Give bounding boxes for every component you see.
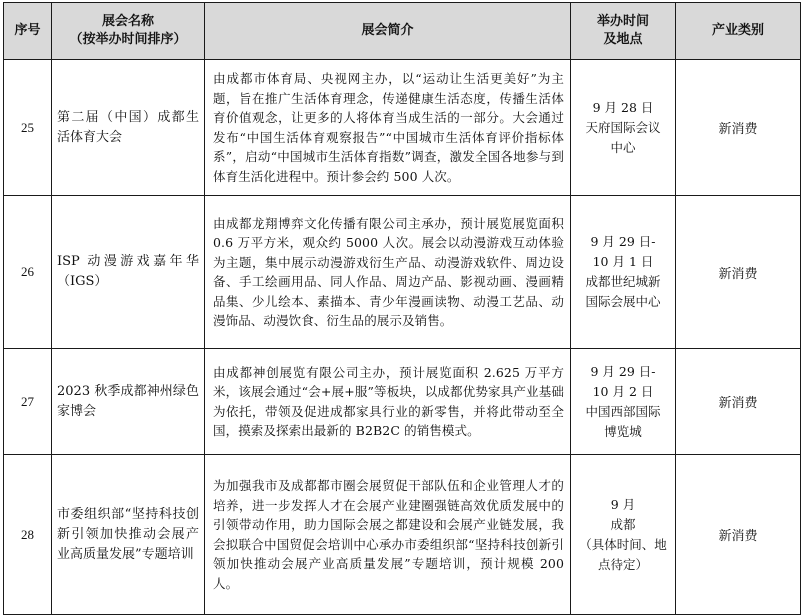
header-time-line1: 举办时间 <box>596 14 649 29</box>
table-row <box>4 60 801 196</box>
row-time-line: 天府国际会议 <box>585 119 661 135</box>
exhibition-table <box>3 2 801 615</box>
row-time-line: 9 月 29 日- <box>590 363 656 379</box>
header-time-line2: 及地点 <box>603 32 643 47</box>
row-category: 新消费 <box>676 60 801 196</box>
row-time-line: 中国西部国际 <box>585 403 661 419</box>
table-row <box>4 349 801 455</box>
row-time <box>571 349 676 455</box>
row-desc: 为加强我市及成都都市圈会展贸促干部队伍和企业管理人才的培养，进一步发挥人才在会展产业建圈强链高效优质发展中的引领带动作用，助力国际会展之都建设和会展产业链发展，我会拟联合中国贸促会培训中心承办市委组织部“坚持科技创新引领加快推动会展产业高质量发展”专题培训，预计规模 200 人。 <box>205 455 571 615</box>
row-time-line: 中心 <box>610 139 636 155</box>
header-name-line1: 展会名称 <box>101 14 154 29</box>
row-time-line: 成都 <box>610 516 636 532</box>
row-time-line: 9 月 28 日 <box>592 99 654 115</box>
row-time-line: 10 月 2 日 <box>592 383 654 399</box>
table-header-row <box>4 3 801 60</box>
row-time-line: 国际会展中心 <box>585 294 661 309</box>
row-index: 26 <box>4 196 52 349</box>
row-index: 28 <box>4 455 52 615</box>
row-index: 25 <box>4 60 52 196</box>
row-name: 2023 秋季成都神州绿色家博会 <box>52 349 205 455</box>
row-time <box>571 60 676 196</box>
header-category: 产业类别 <box>676 3 801 60</box>
table-row <box>4 455 801 615</box>
row-name: 第二届（中国）成都生活体育大会 <box>52 60 205 196</box>
row-name: ISP 动漫游戏嘉年华（IGS） <box>52 196 205 349</box>
row-time-line: 9 月 <box>610 496 636 512</box>
row-category: 新消费 <box>676 349 801 455</box>
header-name <box>52 3 205 60</box>
row-time-line: 10 月 1 日 <box>592 254 654 269</box>
row-time-line: 博览城 <box>604 423 642 439</box>
row-category: 新消费 <box>676 196 801 349</box>
row-time-line: 成都世纪城新 <box>585 274 661 289</box>
header-index: 序号 <box>4 3 52 60</box>
row-desc: 由成都市体育局、央视网主办，以“运动让生活更美好”为主题，旨在推广生活体育理念，传递健康生活态度，传播生活体育价值观念，让更多的人将体育当成生活的一部分。大会通过发布“中国生活体育观察报告”“中国城市生活体育评价指标体系”，启动“中国城市生活体育指数”调查，激发全国各地参与到体育生活化进程中。预计参会约 500 人次。 <box>205 60 571 196</box>
row-time-line: 9 月 29 日- <box>590 234 656 249</box>
row-time-line: （具体时间、地 <box>579 536 667 552</box>
row-name: 市委组织部“坚持科技创新引领加快推动会展产业高质量发展”专题培训 <box>52 455 205 615</box>
row-time-line: 点待定） <box>597 556 648 572</box>
row-category: 新消费 <box>676 455 801 615</box>
row-desc: 由成都神创展览有限公司主办，预计展览面积 2.625 万平方米，该展会通过“会+展+服”等板块，以成都优势家具产业基础为依托，带领及促进成都家具行业的新零售，并将此带动至全国，摸索及探索出最新的 B2B2C 的销售模式。 <box>205 349 571 455</box>
header-desc: 展会简介 <box>205 3 571 60</box>
row-desc: 由成都龙翔博弈文化传播有限公司主承办，预计展览展览面积 0.6 万平方米，观众约 5000 人次。展会以动漫游戏互动体验为主题，集中展示动漫游戏衍生产品、动漫游戏软件、周边设备、手工绘画用品、同人作品、周边产品、影视动画、漫画精品集、少儿绘本、素描本、青少年漫画读物、动漫工艺品、动漫饰品、动漫饮食、衍生品的展示及销售。 <box>205 196 571 349</box>
row-time <box>571 455 676 615</box>
row-index: 27 <box>4 349 52 455</box>
table-row <box>4 196 801 349</box>
header-time <box>571 3 676 60</box>
header-name-line2: （按举办时间排序） <box>69 32 187 47</box>
row-time <box>571 196 676 349</box>
